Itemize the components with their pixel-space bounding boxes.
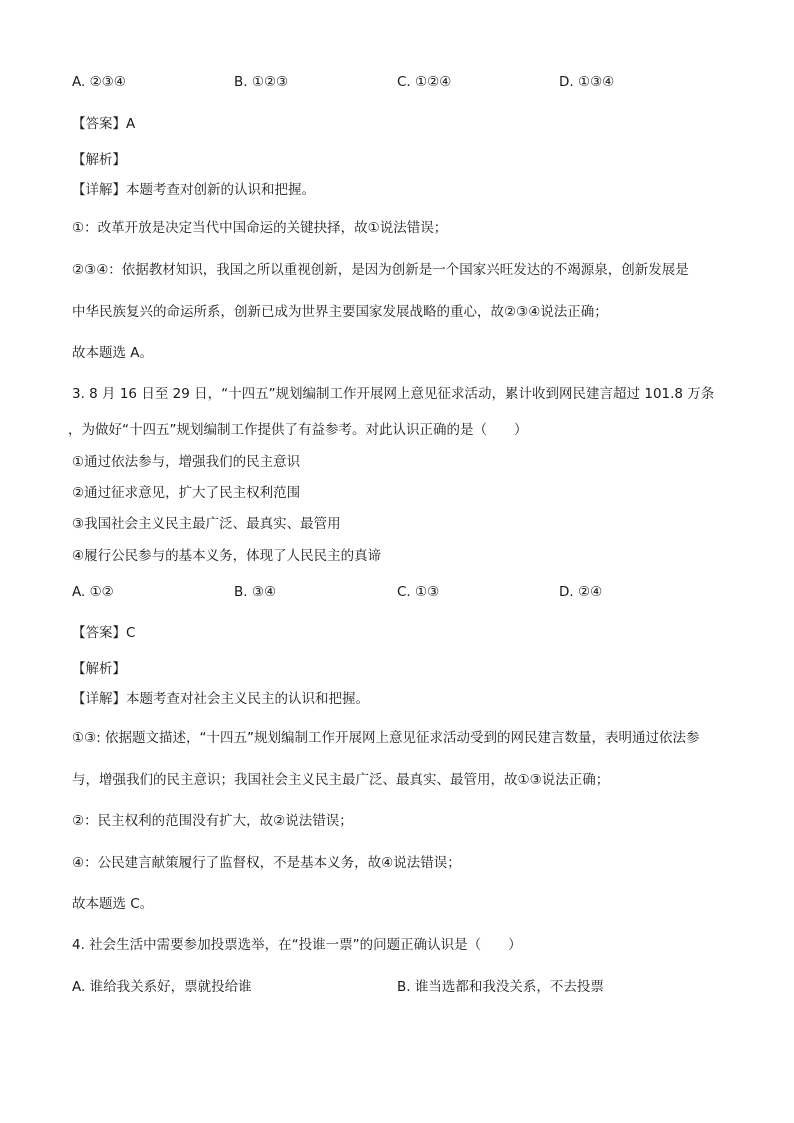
q4-stem: 4. 社会生活中需要参加投票选举，在“投谁一票”的问题正确认识是（ ） xyxy=(72,937,522,953)
q2-explanation-line: ①：改革开放是决定当代中国命运的关键抉择，故①说法错误； xyxy=(72,220,448,236)
q3-statement-2: ②通过征求意见，扩大了民主权利范围 xyxy=(72,485,301,501)
q4-option-a: A. 谁给我关系好，票就投给谁 xyxy=(72,979,252,995)
q3-stem-continued: ，为做好“十四五”规划编制工作提供了有益参考。对此认识正确的是（ ） xyxy=(68,422,528,438)
q2-analysis-heading: 【解析】 xyxy=(72,152,126,168)
q3-detail: 【详解】本题考查对社会主义民主的认识和把握。 xyxy=(72,691,369,707)
q3-statement-3: ③我国社会主义民主最广泛、最真实、最管用 xyxy=(72,516,341,532)
q3-statement-4: ④履行公民参与的基本义务，体现了人民民主的真谛 xyxy=(72,548,382,564)
q3-analysis-heading: 【解析】 xyxy=(72,661,126,677)
q2-option-c: C. ①②④ xyxy=(397,74,452,90)
q3-statement-1: ①通过依法参与，增强我们的民主意识 xyxy=(72,454,301,470)
q2-answer: 【答案】A xyxy=(72,116,136,132)
q4-option-b: B. 谁当选都和我没关系，不去投票 xyxy=(397,979,604,995)
q3-conclusion: 故本题选 C。 xyxy=(72,896,154,912)
q3-option-b: B. ③④ xyxy=(234,584,277,600)
q2-detail: 【详解】本题考查对创新的认识和把握。 xyxy=(72,182,315,198)
q2-conclusion: 故本题选 A。 xyxy=(72,345,154,361)
q2-option-b: B. ①②③ xyxy=(234,74,289,90)
q3-explanation-line: 与，增强我们的民主意识；我国社会主义民主最广泛、最真实、最管用，故①③说法正确； xyxy=(72,772,610,788)
q2-option-d: D. ①③④ xyxy=(559,74,615,90)
q3-option-c: C. ①③ xyxy=(397,584,440,600)
q3-explanation-line: ②：民主权利的范围没有扩大，故②说法错误； xyxy=(72,813,353,829)
q3-option-d: D. ②④ xyxy=(559,584,603,600)
q3-stem: 3. 8 月 16 日至 29 日，“十四五”规划编制工作开展网上意见征求活动，累计收到网民建言超过 101.8 万条 xyxy=(72,386,715,402)
q3-option-a: A. ①② xyxy=(72,584,114,600)
q2-option-a: A. ②③④ xyxy=(72,74,126,90)
q3-explanation-line: ④：公民建言献策履行了监督权，不是基本义务，故④说法错误； xyxy=(72,855,461,871)
q2-explanation-line: 中华民族复兴的命运所系，创新已成为世界主要国家发展战略的重心，故②③④说法正确； xyxy=(72,304,608,320)
q3-explanation-line: ①③: 依据题文描述，“十四五”规划编制工作开展网上意见征求活动受到的网民建言数量，表明通过依法参 xyxy=(72,730,700,746)
q2-explanation-line: ②③④：依据教材知识，我国之所以重视创新，是因为创新是一个国家兴旺发达的不竭源泉，创新发展是 xyxy=(72,262,689,278)
q3-answer: 【答案】C xyxy=(72,625,136,641)
